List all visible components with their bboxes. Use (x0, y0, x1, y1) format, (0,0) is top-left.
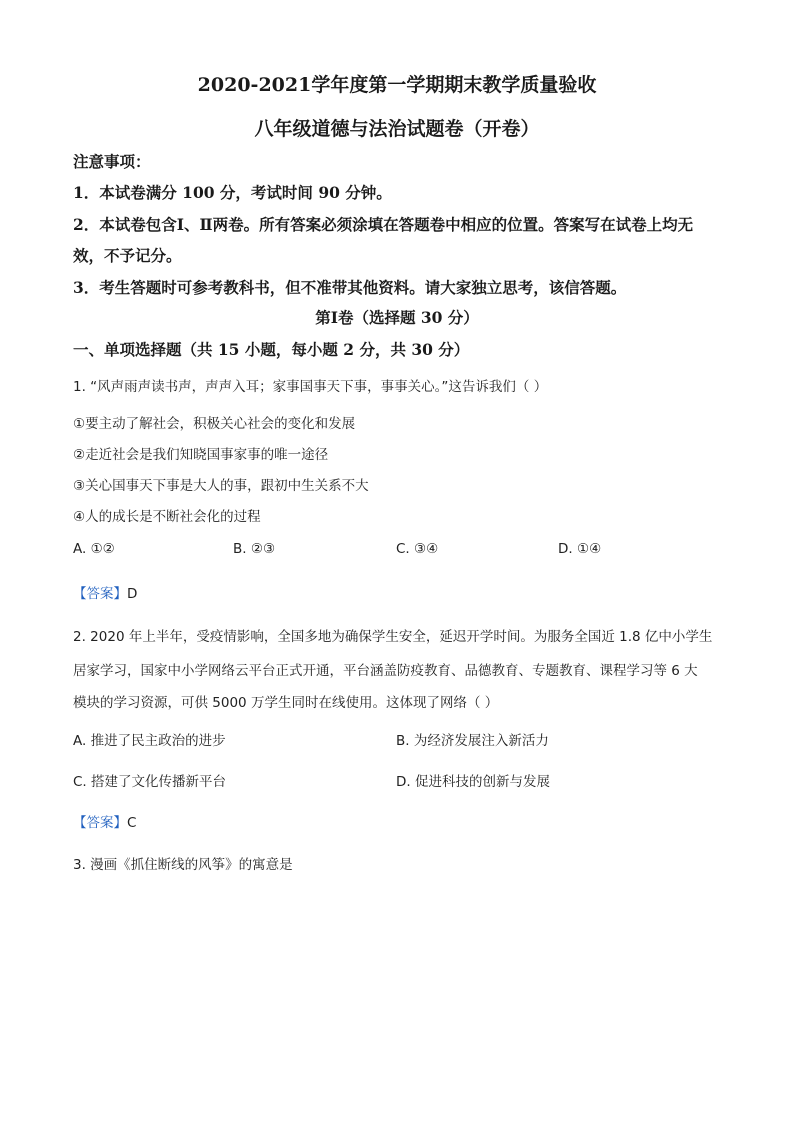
question-1-option-a: A. ①② (73, 541, 115, 557)
question-2-option-a: A. 推进了民主政治的进步 (73, 733, 226, 749)
part-title: 一、单项选择题（共 15 小题，每小题 2 分，共 30 分） (73, 340, 470, 359)
note-item: 效，不予记分。 (73, 246, 182, 265)
question-1-option-d: D. ①④ (558, 541, 602, 557)
note-item: 1．本试卷满分 100 分，考试时间 90 分钟。 (73, 183, 392, 202)
volume-title: 第Ⅰ卷（选择题 30 分） (315, 308, 479, 327)
note-item: 2．本试卷包含Ⅰ、Ⅱ两卷。所有答案必须涂填在答题卷中相应的位置。答案写在试卷上均无 (73, 215, 694, 234)
question-3-stem: 3. 漫画《抓住断线的风筝》的寓意是 (73, 857, 293, 873)
question-1-statement: ③关心国事天下事是大人的事，跟初中生关系不大 (73, 478, 369, 494)
notes-heading: 注意事项： (73, 152, 151, 171)
answer-value: C (127, 815, 137, 831)
answer-value: D (127, 586, 138, 602)
question-1-answer (73, 582, 137, 602)
question-2-option-c: C. 搭建了文化传播新平台 (73, 774, 227, 790)
question-2-stem: 2. 2020 年上半年，受疫情影响，全国多地为确保学生安全，延迟开学时间。为服务全国近 1.8 亿中小学生 (73, 629, 713, 645)
answer-label: 【答案】 (73, 815, 127, 831)
question-1-stem: 1. “风声雨声读书声，声声入耳；家事国事天下事，事事关心。”这告诉我们（ ） (73, 379, 548, 395)
question-1-option-c: C. ③④ (396, 541, 439, 557)
question-2-option-d: D. 促进科技的创新与发展 (396, 774, 550, 790)
question-2-answer (73, 811, 136, 831)
question-1-statement: ④人的成长是不断社会化的过程 (73, 509, 261, 525)
question-1-statement: ②走近社会是我们知晓国事家事的唯一途径 (73, 447, 329, 463)
question-2-stem: 模块的学习资源，可供 5000 万学生同时在线使用。这体现了网络（ ） (73, 695, 499, 711)
question-2-option-b: B. 为经济发展注入新活力 (396, 733, 549, 749)
question-1-statement: ①要主动了解社会，积极关心社会的变化和发展 (73, 416, 356, 432)
exam-subtitle: 八年级道德与法治试题卷（开卷） (254, 118, 540, 140)
exam-title: 2020-2021学年度第一学期期末教学质量验收 (197, 74, 597, 96)
answer-label: 【答案】 (73, 586, 127, 602)
question-2-stem: 居家学习，国家中小学网络云平台正式开通，平台涵盖防疫教育、品德教育、专题教育、课程学习等 6 大 (73, 663, 698, 679)
question-1-option-b: B. ②③ (233, 541, 276, 557)
note-item: 3．考生答题时可参考教科书，但不准带其他资料。请大家独立思考，该信答题。 (73, 278, 627, 297)
